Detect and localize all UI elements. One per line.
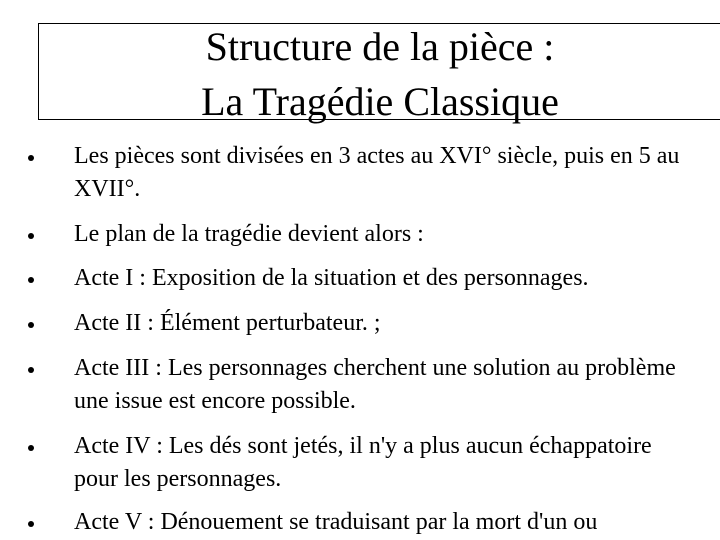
bullet-dot-icon — [28, 277, 34, 283]
bullet-dot-icon — [28, 322, 34, 328]
slide-title-line-2: La Tragédie Classique — [201, 79, 559, 124]
bullet-text: Le plan de la tragédie devient alors : — [74, 221, 424, 247]
bullet-text: Acte V : Dénouement se traduisant par la mort d'un ou — [74, 509, 598, 535]
bullet-dot-icon — [28, 521, 34, 527]
bullet-text: Les pièces sont divisées en 3 actes au XVI° siècle, puis en 5 au XVII°. — [74, 143, 680, 202]
slide-title-line-1: Structure de la pièce : — [205, 24, 555, 69]
bullet-dot-icon — [28, 155, 34, 161]
bullet-text: Acte IV : Les dés sont jetés, il n'y a plus aucun échappatoire pour les personnages. — [74, 433, 652, 492]
bullet-text: Acte I : Exposition de la situation et des personnages. — [74, 265, 589, 291]
bullet-dot-icon — [28, 233, 34, 239]
bullet-dot-icon — [28, 445, 34, 451]
bullet-text: Acte III : Les personnages cherchent une solution au problème une issue est encore possible. — [74, 355, 676, 414]
bullet-text: Acte II : Élément perturbateur. ; — [74, 310, 381, 336]
bullet-dot-icon — [28, 367, 34, 373]
